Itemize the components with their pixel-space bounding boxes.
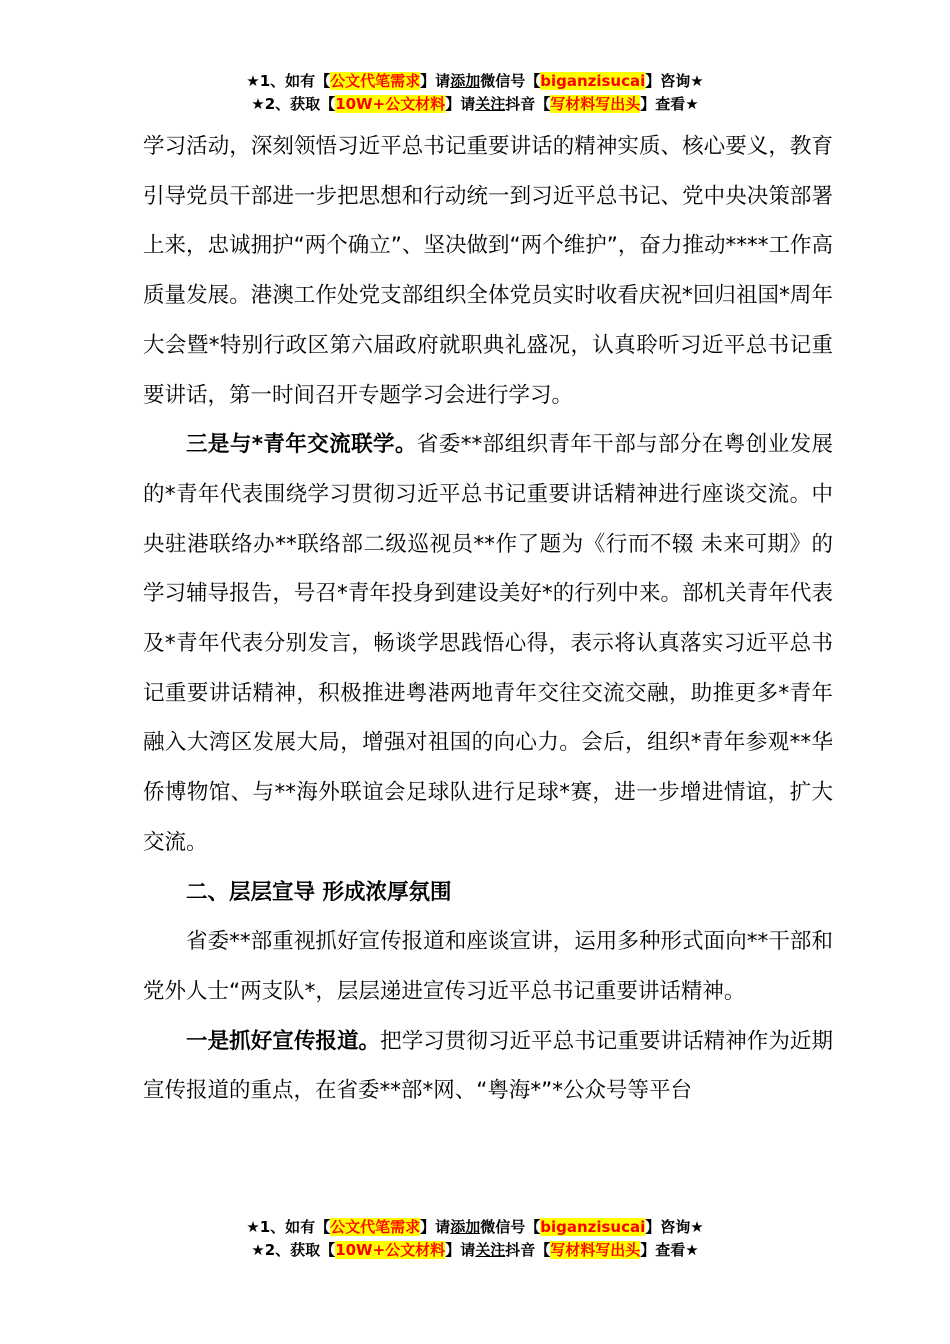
promo-text: 】咨询★ [645, 72, 704, 90]
paragraph-text: 省委**部组织青年干部与部分在粤创业发展的*青年代表围绕学习贯彻习近平总书记重要讲话精神进行座谈交流。中央驻港联络办**联络部二级巡视员**作了题为《行而不辍 未来可期》的学习辅导报告，号召*青年投身到建设美好*的行列中来。部机关青年代表及*青年代表分别发言，畅谈学思践悟心得，表示将认真落实习近平总书记重要讲话精神，积极推进粤港两地青年交往交流交融，助推更多*青年融入大湾区发展大局，增强对祖国的向心力。会后，组织*青年参观**华侨博物馆、与**海外联谊会足球队进行足球*赛，进一步增进情谊，扩大交流。 [143, 432, 833, 855]
top-promo-banner [0, 70, 950, 116]
promo-underline: 关注 [475, 95, 506, 113]
paragraph-youth-exchange [143, 420, 833, 867]
promo-text: 】请 [445, 1241, 476, 1259]
paragraph-text: 把学习贯彻习近平总书记重要讲话精神作为近期宣传报道的重点，在省委**部*网、“粤海*”*公众号等平台 [143, 1028, 833, 1104]
promo-douyin-id: 写材料写出头 [550, 95, 641, 113]
promo-underline: 添加 [450, 1218, 481, 1236]
promo-underline: 添加 [450, 72, 481, 90]
promo-line-1 [0, 70, 950, 93]
document-body [143, 122, 833, 1116]
section-heading: 二、层层宣导 形成浓厚氛围 [186, 879, 452, 905]
promo-text: 抖音【 [505, 1241, 551, 1259]
promo-text: 】请 [420, 72, 451, 90]
promo-text: ★1、如有【 [246, 72, 331, 90]
promo-text: 】咨询★ [645, 1218, 704, 1236]
paragraph-publicity: 省委**部重视抓好宣传报道和座谈宣讲，运用多种形式面向**干部和党外人士“两支队*，层层递进宣传习近平总书记重要讲话精神。 [143, 929, 833, 1004]
promo-wechat-id: biganzisucai [540, 1218, 646, 1236]
promo-text: ★1、如有【 [246, 1218, 331, 1236]
promo-text: ★2、获取【 [251, 1241, 336, 1259]
promo-line-2 [0, 93, 950, 116]
promo-text: 微信号【 [480, 72, 541, 90]
paragraph-lead-bold: 三是与*青年交流联学。 [186, 432, 417, 458]
promo-highlight: 10W+公文材料 [335, 1241, 446, 1259]
promo-highlight: 公文代笔需求 [330, 72, 421, 90]
promo-text: 抖音【 [505, 95, 551, 113]
promo-underline: 关注 [475, 1241, 506, 1259]
bottom-promo-banner [0, 1216, 950, 1262]
promo-text: 】查看★ [640, 95, 699, 113]
paragraph-lead-bold: 一是抓好宣传报道。 [186, 1028, 381, 1054]
promo-highlight: 10W+公文材料 [335, 95, 446, 113]
paragraph-reporting [143, 1017, 833, 1116]
promo-highlight: 公文代笔需求 [330, 1218, 421, 1236]
promo-line-2 [0, 1239, 950, 1262]
promo-text: 】请 [445, 95, 476, 113]
promo-text: 】查看★ [640, 1241, 699, 1259]
promo-wechat-id: biganzisucai [540, 72, 646, 90]
promo-line-1 [0, 1216, 950, 1239]
paragraph-study-activity: 学习活动，深刻领悟习近平总书记重要讲话的精神实质、核心要义，教育引导党员干部进一步把思想和行动统一到习近平总书记、党中央决策部署上来，忠诚拥护“两个确立”、坚决做到“两个维护”，奋力推动****工作高质量发展。港澳工作处党支部组织全体党员实时收看庆祝*回归祖国*周年大会暨*特别行政区第六届政府就职典礼盛况，认真聆听习近平总书记重要讲话，第一时间召开专题学习会进行学习。 [143, 134, 833, 408]
promo-text: 微信号【 [480, 1218, 541, 1236]
promo-text: 】请 [420, 1218, 451, 1236]
promo-douyin-id: 写材料写出头 [550, 1241, 641, 1259]
promo-text: ★2、获取【 [251, 95, 336, 113]
